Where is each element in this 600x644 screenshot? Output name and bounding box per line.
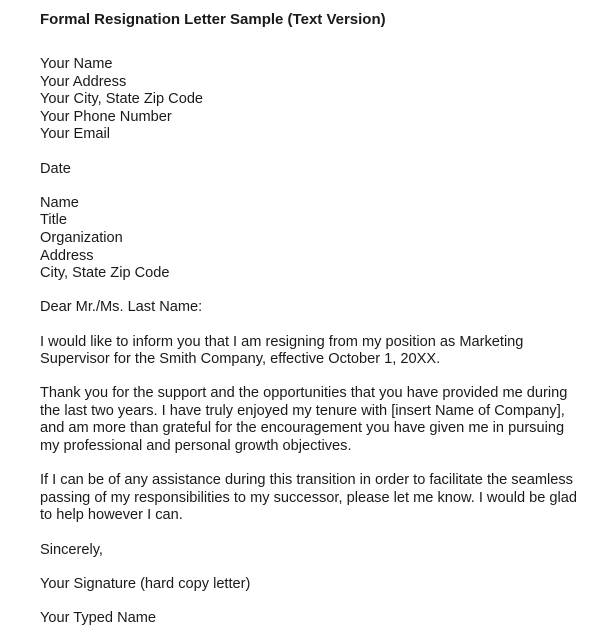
paragraph-line: the last two years. I have truly enjoyed my tenure with [insert Name of Company], (40, 402, 565, 419)
salutation: Dear Mr./Ms. Last Name: (40, 299, 203, 316)
recipient-address-block (40, 195, 585, 283)
recipient-title: Title (40, 212, 68, 229)
sender-city-state-zip: Your City, State Zip Code (40, 91, 204, 108)
paragraph-line: Supervisor for the Smith Company, effective October 1, 20XX. (40, 351, 441, 368)
paragraph-line: my professional and personal growth objectives. (40, 438, 352, 455)
letter-document (40, 10, 585, 644)
signature-placeholder: Your Signature (hard copy letter) (40, 575, 251, 592)
recipient-address: Address (40, 247, 94, 264)
recipient-name: Name (40, 194, 79, 211)
sender-address: Your Address (40, 73, 127, 90)
document-title: Formal Resignation Letter Sample (Text Version) (40, 11, 386, 28)
date-block (40, 161, 585, 179)
paragraph-line: and am more than grateful for the encouragement you have given me in pursuing (40, 420, 565, 437)
paragraph-resignation-notice (40, 334, 585, 369)
recipient-city-state-zip: City, State Zip Code (40, 265, 170, 282)
sender-name: Your Name (40, 56, 113, 72)
letter-date: Date (40, 160, 71, 177)
salutation-block (40, 299, 585, 317)
sender-address-block (40, 56, 585, 144)
paragraph-thanks (40, 385, 585, 455)
closing: Sincerely, (40, 541, 103, 558)
paragraph-line: If I can be of any assistance during this transition in order to facilitate the seamless (40, 472, 573, 489)
paragraph-line: passing of my responsibilities to my successor, please let me know. I would be glad (40, 489, 577, 506)
paragraph-line: to help however I can. (40, 507, 183, 524)
sender-email: Your Email (40, 126, 111, 143)
paragraph-line: I would like to inform you that I am resigning from my position as Marketing (40, 333, 524, 350)
sender-phone: Your Phone Number (40, 108, 172, 125)
paragraph-line: Thank you for the support and the opportunities that you have provided me during (40, 385, 568, 402)
closing-block (40, 542, 585, 560)
recipient-organization: Organization (40, 229, 123, 246)
signature-block (40, 576, 585, 594)
typed-name: Your Typed Name (40, 610, 157, 626)
typed-name-block (40, 610, 585, 628)
paragraph-assistance (40, 472, 585, 525)
